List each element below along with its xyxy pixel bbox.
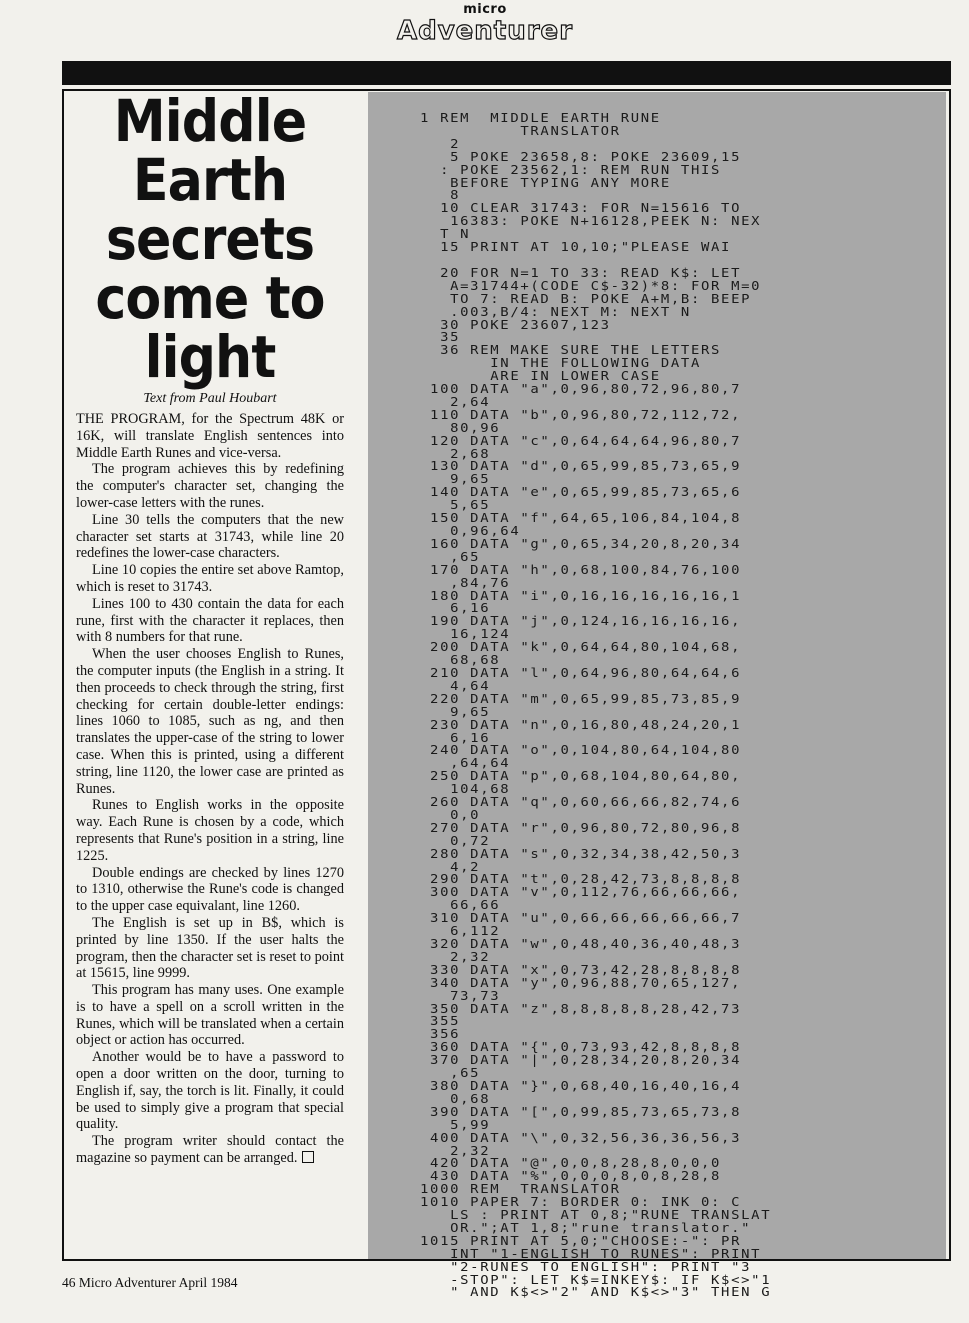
listing-line: 400 DATA "\",0,32,56,36,36,56,3: [420, 1129, 742, 1145]
listing-line: ,64,64: [420, 755, 511, 771]
masthead-title: Adventurer: [396, 16, 574, 46]
listing-line: 370 DATA "|",0,28,34,20,8,20,34: [420, 1052, 742, 1068]
paragraph: The English is set up in B$, which is printed by line 1350. If the user halts the program, then the character set is reset to point at 15615, line 9999.: [76, 914, 344, 982]
headline-line: Earth: [132, 146, 288, 214]
listing-line: 5 POKE 23658,8: POKE 23609,15: [420, 148, 742, 164]
listing-line: 290 DATA "t",0,28,42,73,8,8,8,8: [420, 871, 742, 887]
listing-line: 220 DATA "m",0,65,99,85,73,85,9: [420, 690, 742, 706]
listing-line: 180 DATA "i",0,16,16,16,16,16,1: [420, 587, 742, 603]
listing-line: 310 DATA "u",0,66,66,66,66,66,7: [420, 910, 742, 926]
listing-line: 300 DATA "v",0,112,76,66,66,66,: [420, 884, 742, 900]
program-listing: [420, 112, 771, 1299]
listing-line: 8: [420, 187, 461, 203]
listing-line: 190 DATA "j",0,124,16,16,16,16,: [420, 613, 742, 629]
listing-line: 130 DATA "d",0,65,99,85,73,65,9: [420, 458, 742, 474]
listing-line: INT "1-ENGLISH TO RUNES": PRINT: [420, 1245, 762, 1261]
listing-line: 320 DATA "w",0,48,40,36,40,48,3: [420, 936, 742, 951]
listing-line: TO 7: READ B: POKE A+M,B: BEEP: [420, 290, 752, 306]
listing-line: -STOP": LET K$=INKEY$: IF K$<>"1: [420, 1271, 772, 1287]
page-footer: 46 Micro Adventurer April 1984: [62, 1275, 238, 1290]
listing-line: 1010 PAPER 7: BORDER 0: INK 0: C: [420, 1194, 742, 1210]
listing-line: " AND K$<>"2" AND K$<>"3" THEN G: [420, 1284, 772, 1300]
listing-line: 110 DATA "b",0,96,80,72,112,72,: [420, 406, 742, 422]
end-mark-icon: [302, 1151, 314, 1163]
listing-line: 16,124: [420, 626, 511, 642]
program-listing-panel: [368, 92, 946, 1300]
listing-line: 100 DATA "a",0,96,80,72,96,80,7: [420, 381, 742, 397]
listing-line: 340 DATA "y",0,96,88,70,65,127,: [420, 974, 742, 990]
listing-line: LS : PRINT AT 0,8;"RUNE TRANSLAT: [420, 1207, 772, 1223]
listing-line: 150 DATA "f",64,65,106,84,104,8: [420, 510, 742, 526]
listing-line: 15 PRINT AT 10,10;"PLEASE WAI: [420, 239, 732, 255]
listing-line: IN THE FOLLOWING DATA: [420, 355, 701, 371]
paragraph-final: [76, 1133, 344, 1167]
listing-line: 2,64: [420, 393, 491, 409]
listing-line: 210 DATA "l",0,64,96,80,64,64,6: [420, 664, 742, 680]
article-text-column: [76, 87, 344, 1167]
paragraph: When the user chooses English to Runes, the computer inputs (the English in a string. It then proceeds to check through the string, first checking for certain double-letter endings: lines 1060 to 1085, such as ng, and then translates the upper-case of the string to lower case. When this is printed, using a different string, line 1120, the lower case are printed as Runes.: [76, 646, 344, 797]
listing-line: 0,68: [420, 1090, 491, 1106]
headline-line: light: [144, 323, 276, 391]
paragraph-final-text: The program writer should contact the magazine so payment can be arranged.: [76, 1133, 344, 1167]
listing-line: .003,B/4: NEXT M: NEXT N: [420, 303, 691, 319]
listing-line: 390 DATA "[",0,99,85,73,65,73,8: [420, 1103, 742, 1119]
listing-line: 9,65: [420, 471, 491, 487]
listing-line: ,65: [420, 1065, 481, 1081]
listing-line: 330 DATA "x",0,73,42,28,8,8,8,8: [420, 961, 742, 977]
paragraph: Line 30 tells the computers that the new character set starts at 31743, while line 20 redefines the lower-case characters.: [76, 511, 344, 562]
paragraph: Runes to English works in the opposite way. Each Rune is chosen by a code, which represents that Rune's position in a string, line 1225.: [76, 797, 344, 864]
paragraph: THE PROGRAM, for the Spectrum 48K or 16K, will translate English sentences into Middle Earth Runes and vice-versa.: [76, 411, 344, 461]
listing-line: 9,65: [420, 703, 491, 719]
listing-line: 20 FOR N=1 TO 33: READ K$: LET: [420, 264, 742, 280]
listing-line: 0,0: [420, 806, 481, 822]
listing-line: 36 REM MAKE SURE THE LETTERS: [420, 342, 722, 358]
listing-line: 350 DATA "z",8,8,8,8,8,28,42,73: [420, 1000, 742, 1016]
listing-line: 66,66: [420, 897, 501, 913]
listing-line: 260 DATA "q",0,60,66,66,82,74,6: [420, 794, 742, 810]
listing-line: T N: [420, 226, 471, 242]
listing-line: 2,68: [420, 445, 491, 461]
listing-line: A=31744+(CODE C$-32)*8: FOR M=0: [420, 277, 762, 293]
listing-line: TRANSLATOR: [420, 122, 621, 138]
listing-line: 6,112: [420, 923, 501, 939]
listing-line: 250 DATA "p",0,68,104,80,64,80,: [420, 768, 742, 784]
listing-line: 360 DATA "{",0,73,93,42,8,8,8,8: [420, 1039, 742, 1055]
article-body: [76, 411, 344, 1167]
listing-line: 0,96,64: [420, 523, 521, 538]
listing-line: 420 DATA "@",0,0,8,28,8,0,0,0: [420, 1155, 722, 1171]
listing-line: ,65: [420, 548, 481, 564]
listing-line: 5,99: [420, 1116, 491, 1132]
listing-line: 4,64: [420, 677, 491, 693]
headline-line: come to: [95, 264, 325, 332]
listing-line: 16383: POKE N+16128,PEEK N: NEX: [420, 213, 762, 229]
listing-line: : POKE 23562,1: REM RUN THIS: [420, 161, 722, 177]
byline: Text from Paul Houbart: [143, 391, 277, 406]
paragraph: Line 10 copies the entire set above Ramtop, which is reset to 31743.: [76, 562, 344, 595]
listing-line: 230 DATA "n",0,16,80,48,24,20,1: [420, 716, 742, 732]
listing-line: 270 DATA "r",0,96,80,72,80,96,8: [420, 819, 742, 835]
listing-line: 73,73: [420, 987, 501, 1003]
headline: [89, 87, 330, 391]
listing-line: 5,65: [420, 497, 491, 513]
listing-line: 430 DATA "%",0,0,0,8,0,8,28,8: [420, 1168, 722, 1184]
listing-line: 140 DATA "e",0,65,99,85,73,65,6: [420, 484, 742, 500]
listing-line: 0,72: [420, 832, 491, 848]
paragraph: Another would be to have a password to open a door written on the door, turning to English if, say, the torch is lit. Finally, it could be used to simply give a program that special quality.: [76, 1049, 344, 1133]
listing-line: 10 CLEAR 31743: FOR N=15616 TO: [420, 200, 742, 216]
header-bar: [62, 61, 951, 85]
listing-line: 2: [420, 135, 461, 151]
headline-line: secrets: [105, 205, 315, 273]
paragraph: Double endings are checked by lines 1270 to 1310, otherwise the Rune's code is changed to the upper case equivalant, line 1260.: [76, 864, 344, 915]
masthead-micro: micro: [463, 2, 507, 17]
listing-line: 35: [420, 329, 461, 345]
listing-line: 380 DATA "}",0,68,40,16,40,16,4: [420, 1077, 742, 1093]
listing-line: 2,32: [420, 1142, 491, 1158]
paragraph: The program achieves this by redefining the computer's character set, changing the lower-case letters with the runes.: [76, 461, 344, 511]
listing-line: ARE IN LOWER CASE: [420, 368, 661, 384]
listing-line: 200 DATA "k",0,64,64,80,104,68,: [420, 639, 742, 655]
listing-line: 4,2: [420, 858, 481, 874]
listing-line: 160 DATA "g",0,65,34,20,8,20,34: [420, 535, 742, 551]
listing-line: 6,16: [420, 729, 491, 745]
listing-line: 68,68: [420, 652, 501, 668]
listing-line: 120 DATA "c",0,64,64,64,96,80,7: [420, 432, 742, 448]
listing-line: BEFORE TYPING ANY MORE: [420, 174, 671, 190]
listing-line: 1 REM MIDDLE EARTH RUNE: [420, 110, 661, 125]
listing-line: 170 DATA "h",0,68,100,84,76,100: [420, 561, 742, 577]
listing-line: 30 POKE 23607,123: [420, 316, 611, 332]
listing-line: 240 DATA "o",0,104,80,64,104,80: [420, 742, 742, 758]
listing-line: 1000 REM TRANSLATOR: [420, 1181, 621, 1197]
listing-line: 2,32: [420, 948, 491, 964]
listing-line: "2-RUNES TO ENGLISH": PRINT "3: [420, 1258, 752, 1274]
listing-line: ,84,76: [420, 574, 511, 590]
listing-line: OR.";AT 1,8;"rune translator.": [420, 1219, 752, 1235]
listing-line: 355: [420, 1013, 461, 1029]
listing-line: 104,68: [420, 781, 511, 797]
headline-line: Middle: [113, 87, 307, 155]
listing-line: 6,16: [420, 600, 491, 616]
listing-line: 280 DATA "s",0,32,34,38,42,50,3: [420, 845, 742, 861]
listing-line: 356: [420, 1026, 461, 1042]
masthead: [0, 0, 969, 62]
listing-line: 1015 PRINT AT 5,0;"CHOOSE:-": PR: [420, 1232, 742, 1248]
paragraph: This program has many uses. One example is to have a spell on a scroll written in the Runes, which will be translated when a certain object or action has occurred.: [76, 982, 344, 1049]
listing-line: 80,96: [420, 419, 501, 435]
paragraph: Lines 100 to 430 contain the data for each rune, first with the character it replaces, then with 8 numbers for that rune.: [76, 595, 344, 646]
